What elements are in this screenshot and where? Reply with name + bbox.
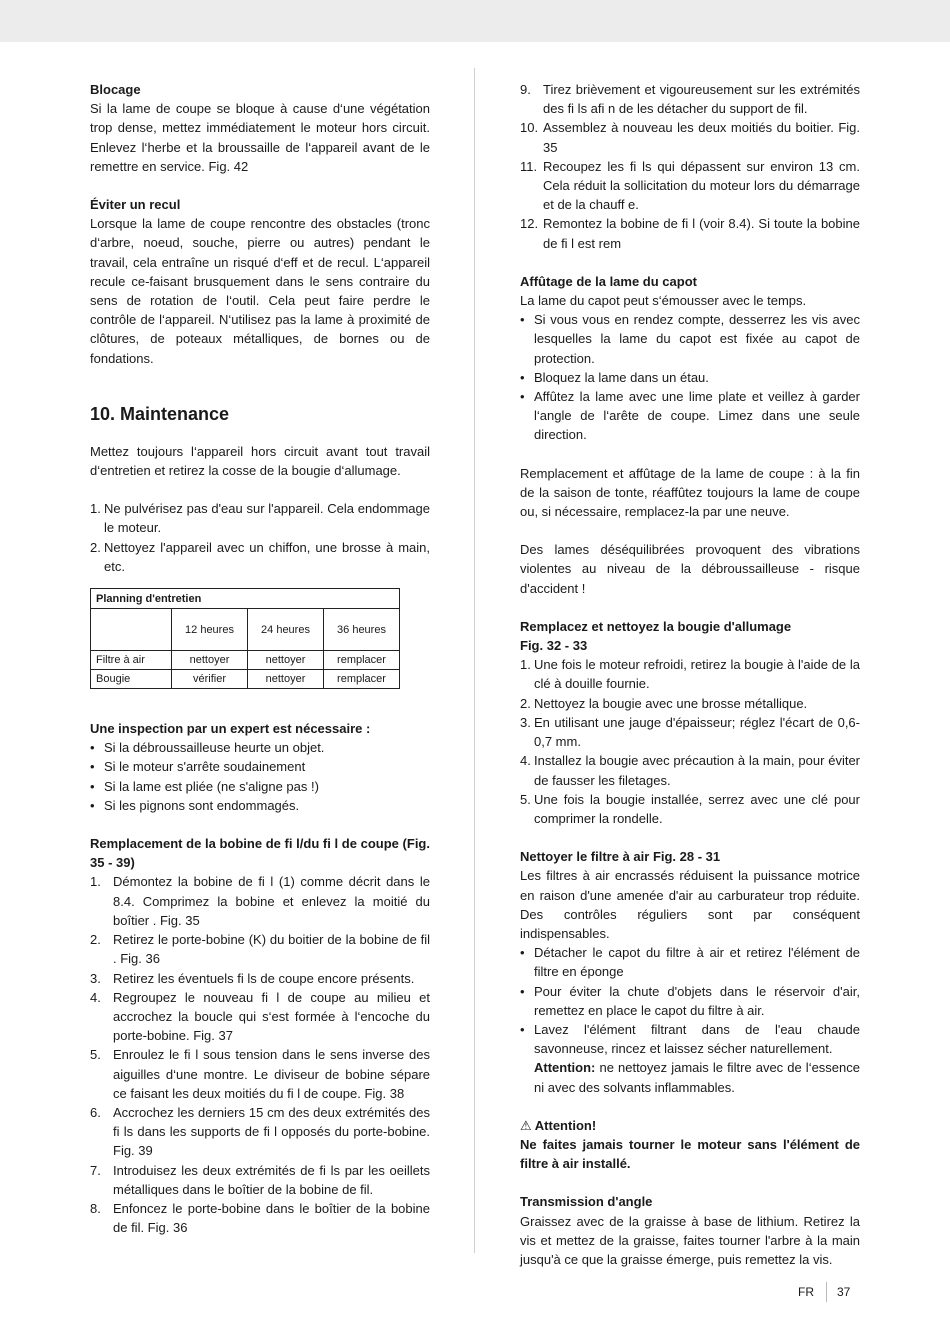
maintenance-heading: 10. Maintenance xyxy=(90,403,230,424)
lames-desequilibrees-text: Des lames déséquilibrées provoquent des vibrations violentes au niveau de la débroussailleuse - risque d'accident ! xyxy=(520,542,860,596)
table-row: Filtre à air nettoyer nettoyer remplacer xyxy=(91,651,400,670)
list-item: 2. Nettoyez l'appareil avec un chiffon, une brosse à main, etc. xyxy=(90,539,430,574)
list-item: 9. Tirez brièvement et vigoureusement sur les extrémités des fi ls afi n de les détacher du support de fil. xyxy=(520,82,860,117)
warning-title: ⚠ Attention! xyxy=(520,1117,597,1133)
list-item: 11. Recoupez les fi ls qui dépassent sur environ 13 cm. Cela réduit la sollicitation du moteur lors du démarrage et de la chauff e. xyxy=(520,158,860,213)
list-item: 8. Enfoncez le porte-bobine dans le boîtier de la bobine de fil. Fig. 36 xyxy=(90,1200,430,1236)
list-item: • Affûtez la lame avec une lime plate et veillez à garder l‘angle de l‘arête de coupe. Limez dans une seule direction. xyxy=(520,387,860,445)
list-item: 3. En utilisant une jauge d'épaisseur; réglez l'écart de 0,6-0,7 mm. xyxy=(520,714,860,750)
list-item: • Si le moteur s'arrête soudainement xyxy=(90,757,430,776)
remplacement-lame-text: Remplacement et affûtage de la lame de coupe : à la fin de la saison de tonte, réaffûtez toujours la lame de coupe ou, si nécessaire, remplacez-la par une neuve. xyxy=(520,465,860,520)
bougie-fig: Fig. 32 - 33 xyxy=(520,638,588,654)
column-divider xyxy=(474,68,475,1253)
list-item: • Si la débroussailleuse heurte un objet. xyxy=(90,738,430,757)
maintenance-list xyxy=(90,499,430,576)
list-item: 2. Retirez le porte-bobine (K) du boitier de la bobine de fil . Fig. 36 xyxy=(90,932,430,967)
list-item: 5. Une fois la bougie installée, serrez avec une clé pour comprimer la rondelle. xyxy=(520,791,860,826)
bougie-title: Remplacez et nettoyez la bougie d'allumage xyxy=(520,618,792,634)
maintenance-schedule-table xyxy=(90,588,400,689)
affutage-intro: La lame du capot peut s‘émousser avec le temps. xyxy=(520,293,807,309)
list-item: 12. Remontez la bobine de fi l (voir 8.4). Si toute la bobine de fi l est rem xyxy=(520,216,860,251)
blocage-text: Si la lame de coupe se bloque à cause d‘une végétation trop dense, mettez immédiatement le moteur hors circuit. Enlevez l‘herbe et la broussaille de l‘appareil avant de le remettre en service. Fig. 42 xyxy=(90,101,430,174)
list-item: 1. Une fois le moteur refroidi, retirez la bougie à l'aide de la clé à douille fournie. xyxy=(520,657,860,692)
list-item: • Détacher le capot du filtre à air et retirez l'élément de filtre en éponge xyxy=(520,943,860,981)
page-footer xyxy=(798,1282,850,1302)
list-item: 7. Introduisez les deux extrémités de fi ls par les oeillets métalliques dans le boîtier de la bobine de fil. xyxy=(90,1162,430,1197)
list-item: • Si vous vous en rendez compte, desserrez les vis avec lesquelles la lame du capot est fixée au capot de protection. xyxy=(520,310,860,368)
list-item: • Lavez l'élément filtrant dans de l'eau chaude savonneuse, rincez et laissez sécher naturellement. xyxy=(520,1020,860,1058)
list-item: • Si la lame est pliée (ne s'aligne pas !) xyxy=(90,777,430,796)
list-item: 4. Regroupez le nouveau fi l de coupe au milieu et accrochez la boucle qui s‘est formée à l‘encoche du porte-bobine. Fig. 37 xyxy=(90,989,430,1044)
blocage-title: Blocage xyxy=(90,82,141,97)
list-item: 3. Retirez les éventuels fi ls de coupe encore présents. xyxy=(90,970,415,986)
table-title: Planning d'entretien xyxy=(91,589,400,609)
list-item: 5. Enroulez le fi l sous tension dans le sens inverse des aiguilles d‘une montre. Le diviseur de bobine sépare ce faisant les deux moitiés du fi l de coupe. Fig. 38 xyxy=(90,1047,430,1101)
affutage-list xyxy=(520,310,860,444)
language-label: FR xyxy=(798,1282,827,1302)
recul-text: Lorsque la lame de coupe rencontre des obstacles (tronc d‘arbre, noeud, souche, pierre ou autres) pendant le travail, cela entraîne un risqué d‘eff et de recul. L‘appareil recule ce-faisant brusquement dans le sens contraire du sens de rotation de l‘outil. Cela peut faire perdre le contrôle de l‘appareil. N‘utilisez pas la lame à proximité de clôtures, de poteaux métalliques, de bornes ou de fondations. xyxy=(90,216,430,366)
bougie-list xyxy=(520,655,860,828)
top-band xyxy=(0,0,950,42)
warning-text: Ne faites jamais tourner le moteur sans l'élément de filtre à air installé. xyxy=(520,1136,860,1172)
affutage-title: Affûtage de la lame du capot xyxy=(520,273,697,289)
bobine-title: Remplacement de la bobine de fi l/du fi l de coupe (Fig. 35 - 39) xyxy=(90,836,430,871)
list-item: 2. Nettoyez la bougie avec une brosse métallique. xyxy=(520,695,808,711)
left-column xyxy=(90,80,430,1237)
filtre-intro: Les filtres à air encrassés réduisent la puissance motrice en raison d'une amenée d'air au carburateur trop réduite. Des contrôles réguliers sont par conséquent indispensables. xyxy=(520,868,860,941)
list-item: 4. Installez la bougie avec précaution à la main, pour éviter de fausser les filetages. xyxy=(520,753,860,788)
transmission-title: Transmission d'angle xyxy=(520,1194,653,1210)
inspection-title: Une inspection par un expert est nécessaire : xyxy=(90,721,371,737)
list-item: 1. Ne pulvérisez pas d'eau sur l'appareil. Cela endommage le moteur. xyxy=(90,501,430,536)
list-item: • Si les pignons sont endommagés. xyxy=(90,796,430,815)
transmission-text: Graissez avec de la graisse à base de lithium. Retirez la vis et mettez de la graisse, faites tourner l'arbre à la main jusqu'à ce que la graisse émerge, puis remettez la vis. xyxy=(520,1213,860,1267)
bobine-list-continued xyxy=(520,80,860,253)
list-item: • Bloquez la lame dans un étau. xyxy=(520,368,860,387)
warning-icon: ⚠ xyxy=(520,1117,532,1133)
page-number: 37 xyxy=(837,1285,851,1299)
filtre-list xyxy=(520,943,860,1058)
list-item: 1. Démontez la bobine de fi l (1) comme décrit dans le 8.4. Comprimez la bobine et enlevez la moitié du boîtier . Fig. 35 xyxy=(90,874,430,928)
list-item: • Pour éviter la chute d'objets dans le réservoir d'air, remettez en place le capot du filtre à air. xyxy=(520,982,860,1020)
table-row: Bougie vérifier nettoyer remplacer xyxy=(91,670,400,689)
list-item: 10. Assemblez à nouveau les deux moitiés du boitier. Fig. 35 xyxy=(520,120,860,155)
bobine-list xyxy=(90,872,430,1237)
filtre-attention: Attention: ne nettoyez jamais le filtre avec de l‘essence ni avec des solvants inflammables. xyxy=(534,1060,860,1095)
inspection-list xyxy=(90,738,430,815)
recul-title: Éviter un recul xyxy=(90,197,181,213)
maintenance-intro: Mettez toujours l‘appareil hors circuit avant tout travail d‘entretien et retirez la cosse de la bougie d‘allumage. xyxy=(90,443,430,479)
list-item: 6. Accrochez les derniers 15 cm des deux extrémités des fi ls dans les supports de fi l opposés du porte-bobine. Fig. 39 xyxy=(90,1104,430,1159)
right-column xyxy=(520,80,860,1269)
table-header-row: 12 heures 24 heures 36 heures xyxy=(91,609,400,651)
filtre-title: Nettoyer le filtre à air Fig. 28 - 31 xyxy=(520,849,721,865)
